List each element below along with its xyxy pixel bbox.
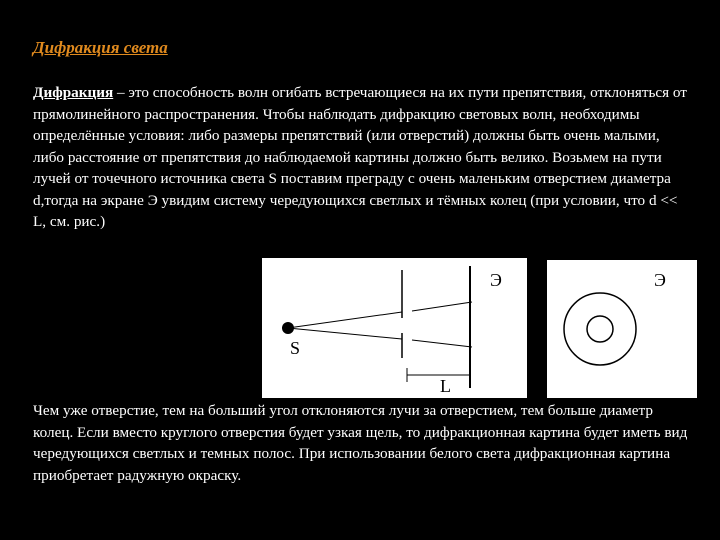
term-diffraction: Дифракция	[33, 84, 114, 101]
paragraph-conclusion: Чем уже отверстие, тем на больший угол отклоняются лучи за отверстием, тем больше диаметр колец. Если вместо круглого отверстия будет узкая щель, то дифракционная картина будет иметь вид чередующихся светлых и темных полос. При использовании белого света дифракционная картина приобретает радужную окраску.	[33, 402, 688, 484]
rings-panel	[547, 260, 697, 398]
paragraph-definition	[33, 82, 693, 233]
screen-label-left: Э	[490, 270, 502, 290]
setup-panel	[262, 258, 527, 398]
diffraction-diagram	[262, 258, 697, 398]
source-label: S	[290, 338, 301, 358]
slide-title: Дифракция света	[33, 38, 168, 57]
definition-text: – это способность волн огибать встречающиеся на их пути препятствия, отклоняться от прямолинейного распространения. Чтобы наблюдать дифракцию световых волн, необходимы определённые условия: либо размеры препятствий (или отверстий) должны быть очень малыми, либо расстояние от препятствия до наблюдаемой картины должно быть велико. Возьмем на пути лучей от точечного источника света S поставим преграду с очень маленьким отверстием диаметра d,тогда на экране Э увидим систему чередующихся светлых и тёмных колец (при условии, что d << L, см. рис.)	[33, 84, 687, 230]
screen-label-right: Э	[654, 270, 666, 290]
diffraction-figure	[262, 258, 697, 398]
point-source	[282, 322, 294, 334]
distance-label: L	[440, 376, 451, 396]
